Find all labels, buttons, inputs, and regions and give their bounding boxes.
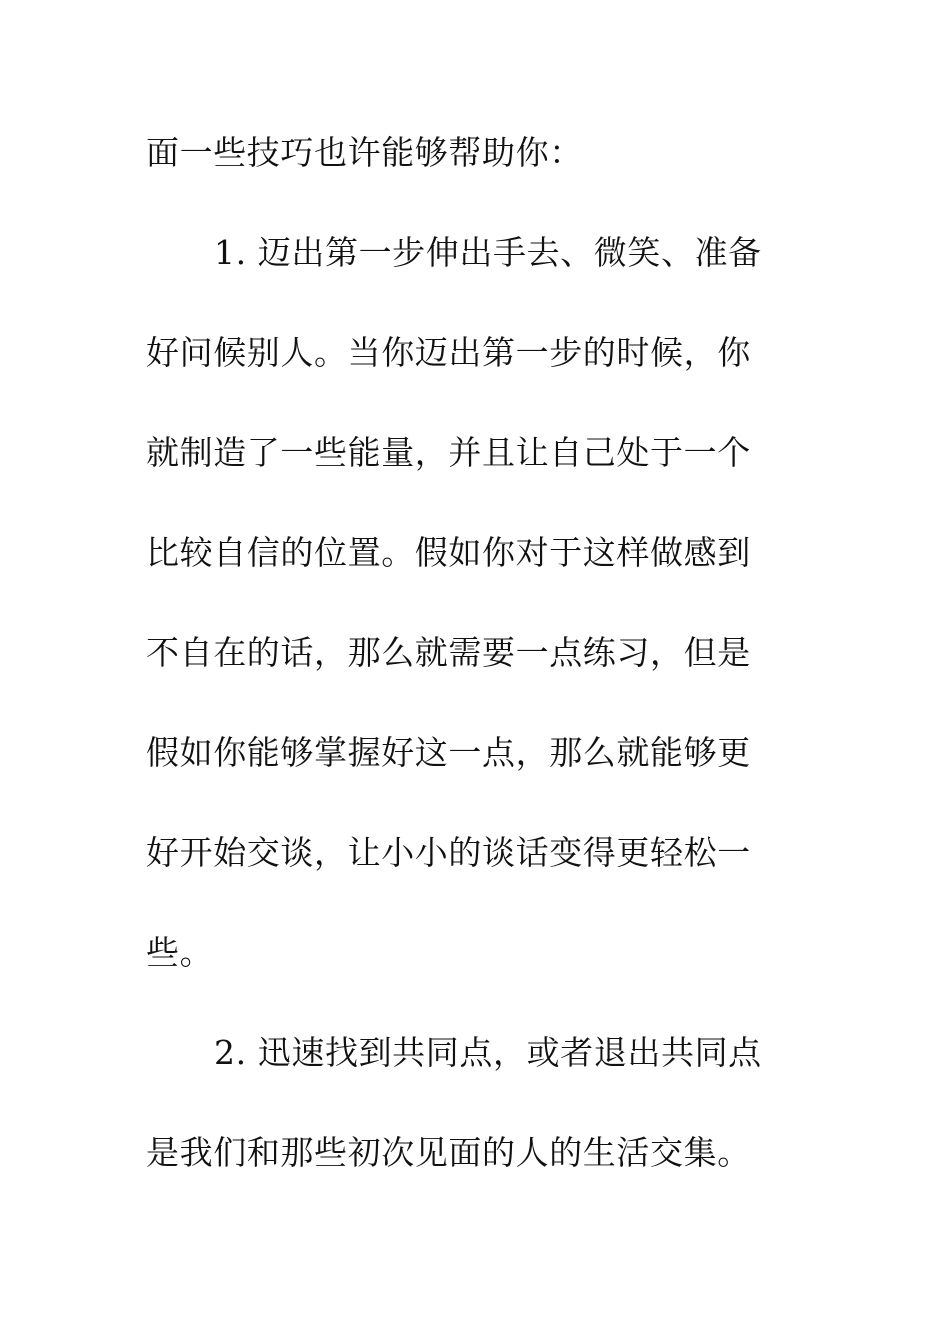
text-line: 就制造了一些能量，并且让自己处于一个 xyxy=(146,433,751,472)
text-line: 好开始交谈，让小小的谈话变得更轻松一 xyxy=(146,833,751,872)
text-line: 比较自信的位置。假如你对于这样做感到 xyxy=(146,533,751,572)
list-item-1-heading: 1. 迈出第一步伸出手去、微笑、准备 xyxy=(214,233,762,272)
text-line: 好问候别人。当你迈出第一步的时候，你 xyxy=(146,333,751,372)
list-item-2-heading: 2. 迅速找到共同点，或者退出共同点 xyxy=(214,1033,762,1072)
text-line: 是我们和那些初次见面的人的生活交集。 xyxy=(146,1133,751,1172)
text-line: 不自在的话，那么就需要一点练习，但是 xyxy=(146,633,751,672)
text-line: 假如你能够掌握好这一点，那么就能够更 xyxy=(146,733,751,772)
text-line-intro: 面一些技巧也许能够帮助你： xyxy=(146,133,583,172)
text-line: 些。 xyxy=(146,933,214,972)
